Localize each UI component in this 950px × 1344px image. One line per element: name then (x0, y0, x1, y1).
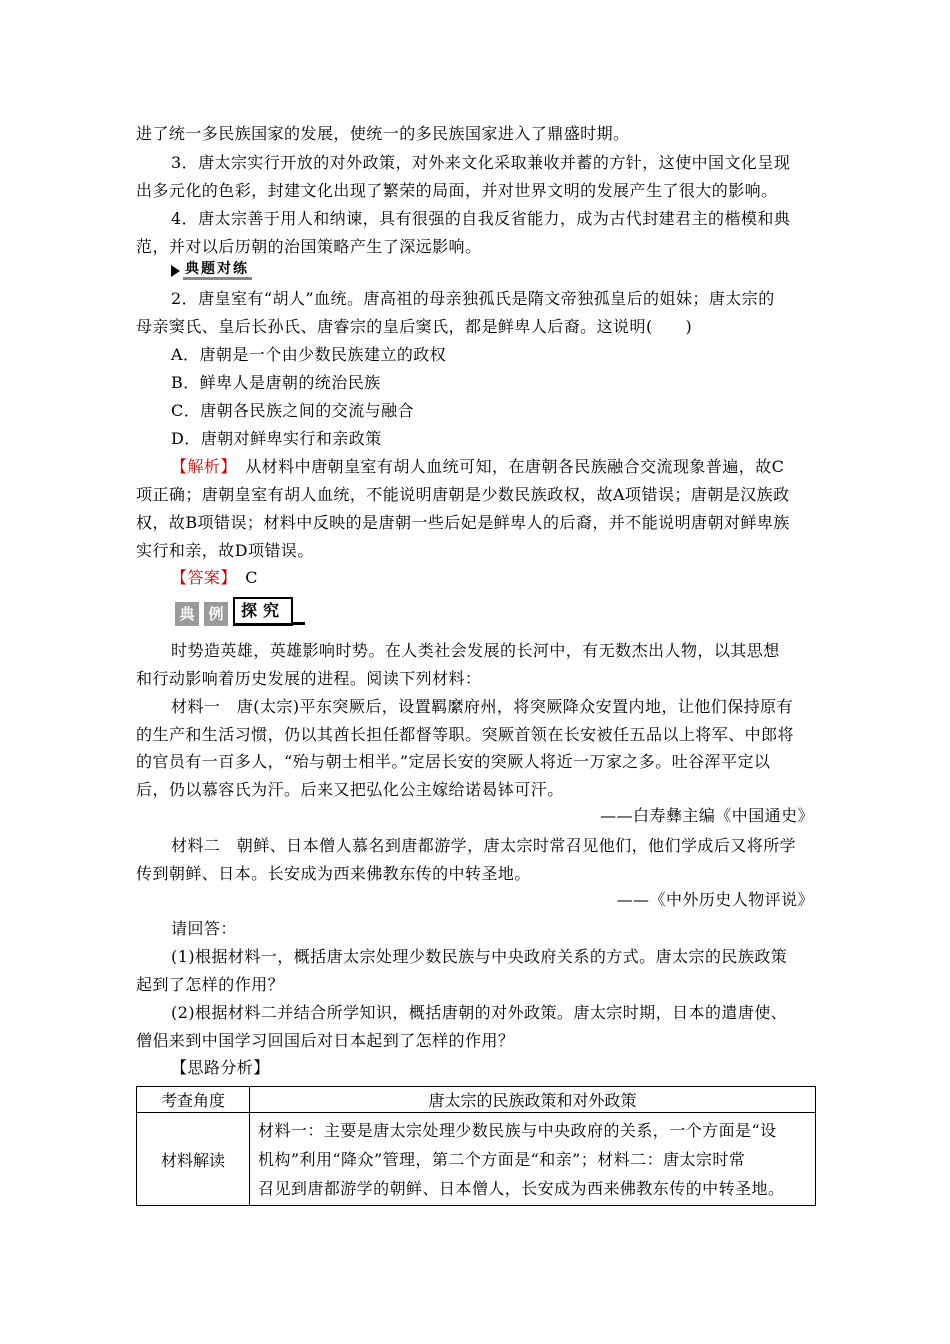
text-line: 进了统一多民族国家的发展，使统一的多民族国家进入了鼎盛时期。 (136, 124, 630, 143)
table-cell: 材料解读 (137, 1113, 250, 1206)
table-header-cell: 唐太宗的民族政策和对外政策 (250, 1087, 816, 1113)
explore-text: 和行动影响着历史发展的进程。阅读下列材料： (136, 669, 482, 688)
material-two: 传到朝鲜、日本。长安成为西来佛教东传的中转圣地。 (136, 864, 531, 883)
banner-boxed-title: 探究 (233, 597, 293, 626)
analysis-table (136, 1086, 816, 1206)
material-one: 后，仍以慕容氏为汗。后来又把弘化公主嫁给诺曷钵可汗。 (136, 780, 564, 799)
table-header-cell: 考查角度 (137, 1087, 250, 1113)
practice-badge-label: 典题对练 (183, 262, 252, 280)
section-banner (175, 598, 305, 626)
cell-line: 材料一：主要是唐太宗处理少数民族与中央政府的关系，一个方面是“设 (258, 1120, 777, 1140)
source-citation: ——《中外历史人物评说》 (616, 890, 814, 909)
option-b: B．鲜卑人是唐朝的统治民族 (171, 373, 381, 392)
option-c: C．唐朝各民族之间的交流与融合 (171, 401, 414, 420)
question-two: 僧侣来到中国学习回国后对日本起到了怎样的作用？ (136, 1031, 515, 1050)
table-row (137, 1113, 816, 1206)
analysis-text: 从材料中唐朝皇室有胡人血统可知，在唐朝各民族融合交流现象普遍，故C (228, 457, 785, 476)
analysis-text: 实行和亲，故D项错误。 (136, 541, 314, 560)
triangle-icon (171, 265, 180, 277)
material-one: 材料一 唐(太宗)平东突厥后，设置羁縻府州，将突厥降众安置内地，让他们保持原有 (171, 697, 794, 716)
answer-label: 【答案】 (171, 568, 229, 587)
prompt-text: 请回答： (171, 919, 237, 938)
option-d: D．唐朝对鲜卑实行和亲政策 (171, 429, 382, 448)
question-two: (2)根据材料二并结合所学知识，概括唐朝的对外政策。唐太宗时期，日本的遣唐使、 (171, 1003, 788, 1022)
cell-line: 召见到唐都游学的朝鲜、日本僧人，长安成为西来佛教东传的中转圣地。 (258, 1178, 785, 1198)
cell-line: 机构”利用“降众”管理，第二个方面是“和亲”；材料二：唐太宗时常 (258, 1149, 746, 1169)
analysis-text: 权，故B项错误；材料中反映的是唐朝一些后妃是鲜卑人的后裔，并不能说明唐朝对鲜卑族 (136, 513, 790, 532)
question-text: 母亲窦氏、皇后长孙氏、唐睿宗的皇后窦氏，都是鲜卑人后裔。这说明( ) (136, 317, 693, 336)
banner-char: 典 (175, 602, 199, 626)
table-row (137, 1087, 816, 1113)
question-one: 起到了怎样的作用？ (136, 975, 285, 994)
answer-line (171, 568, 851, 588)
text-line: 出多元化的色彩，封建文化出现了繁荣的局面，并对世界文明的发展产生了很大的影响。 (136, 181, 778, 200)
table-cell (250, 1113, 816, 1206)
text-line: 4．唐太宗善于用人和纳谏，具有很强的自我反省能力，成为古代封建君主的楷模和典 (171, 209, 791, 228)
analysis-label: 【解析】 (171, 457, 229, 476)
question-text: 2．唐皇室有“胡人”血统。唐高祖的母亲独孤氏是隋文帝独孤皇后的姐妹；唐太宗的 (171, 289, 775, 308)
explore-text: 时势造英雄，英雄影响时势。在人类社会发展的长河中，有无数杰出人物，以其思想 (171, 641, 780, 660)
material-two: 材料二 朝鲜、日本僧人慕名到唐都游学，唐太宗时常召见他们，他们学成后又将所学 (171, 836, 797, 855)
practice-badge (171, 261, 252, 281)
banner-char: 例 (204, 602, 228, 626)
answer-text: C (228, 568, 258, 587)
text-line: 3．唐太宗实行开放的对外政策，对外来文化采取兼收并蓄的方针，这使中国文化呈现 (171, 153, 791, 172)
text-line: 范，并对以后历朝的治国策略产生了深远影响。 (136, 237, 482, 256)
banner-rule (293, 622, 305, 625)
material-one: 的生产和生活习惯，仍以其酋长担任都督等职。突厥首领在长安被任五品以上将军、中郎将 (136, 725, 795, 744)
question-one: (1)根据材料一，概括唐太宗处理少数民族与中央政府关系的方式。唐太宗的民族政策 (171, 947, 788, 966)
analysis-text: 项正确；唐朝皇室有胡人血统，不能说明唐朝是少数民族政权，故A项错误；唐朝是汉族政 (136, 485, 790, 504)
source-citation: ——白寿彝主编《中国通史》 (600, 806, 814, 825)
banner-gray-chars (175, 602, 233, 626)
material-one: 的官员有一百多人，“殆与朝士相半。”定居长安的突厥人将近一万家之多。吐谷浑平定以 (136, 752, 771, 771)
analysis-line (171, 457, 851, 477)
option-a: A．唐朝是一个由少数民族建立的政权 (171, 345, 447, 364)
thinking-label: 【思路分析】 (171, 1058, 270, 1077)
